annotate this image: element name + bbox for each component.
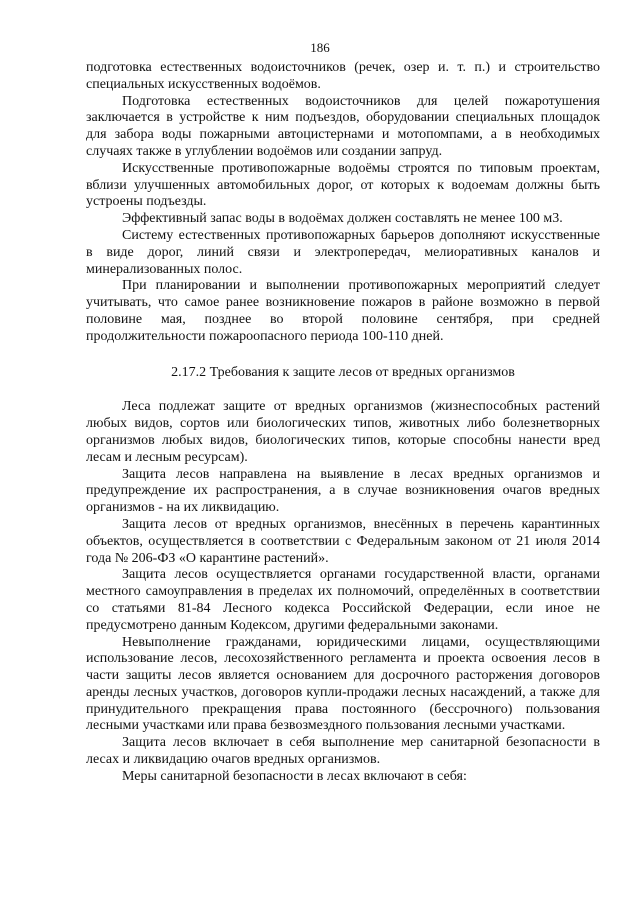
- paragraph-sanitary-measures: Меры санитарной безопасности в лесах включают в себя:: [122, 768, 467, 784]
- paragraph-protection-goals: Защита лесов направлена на выявление в лесах вредных организмов и предупреждение их распространения, а в случае возникновения очагов вредных организмов - на их ликвидацию.: [86, 466, 600, 516]
- page-body: [86, 60, 600, 786]
- page-number: 186: [310, 40, 330, 55]
- paragraph-forest-protection: Леса подлежат защите от вредных организмов (жизнеспособных растений любых видов, сортов или биологических типов, животных либо болезнетворных организмов любых видов, биологических типов, которые способны нанести вред лесам и лесным ресурсам).: [86, 399, 600, 465]
- paragraph-quarantine: Защита лесов от вредных организмов, внесённых в перечень карантинных объектов, осуществляется в соответствии с Федеральным законом от 21 июля 2014 года № 206-ФЗ «О карантине растений».: [86, 516, 600, 566]
- paragraph-sanitary-safety: Защита лесов включает в себя выполнение мер санитарной безопасности в лесах и ликвидацию очагов вредных организмов.: [86, 735, 600, 768]
- paragraph-natural-water-sources: Подготовка естественных водоисточников для целей пожаротушения заключается в устройстве к ним подъездов, оборудовании специальных площадок для забора воды пожарными автоцистернами и мотопомпами, а в необходимых случаях также в углублении водоёмов или создании запруд.: [86, 93, 600, 159]
- paragraph-continuation: подготовка естественных водоисточников (речек, озер и. т. п.) и строительство специальных искусственных водоёмов.: [86, 60, 600, 92]
- paragraph-fire-season: При планировании и выполнении противопожарных мероприятий следует учитывать, что самое ранее возникновение пожаров в районе возможно в первой половине мая, позднее во второй половине сентября, при средней продолжительности пожароопасного периода 100-110 дней.: [86, 278, 600, 344]
- paragraph-authorities: Защита лесов осуществляется органами государственной власти, органами местного самоуправления в пределах их полномочий, определённых в соответствии со статьями 81-84 Лесного кодекса Российской Федерации, если иное не предусмотрено данным Кодексом, другими федеральными законами.: [86, 567, 600, 633]
- paragraph-water-reserve: Эффективный запас воды в водоёмах должен составлять не менее 100 м3.: [122, 211, 563, 227]
- paragraph-non-compliance: Невыполнение гражданами, юридическими лицами, осуществляющими использование лесов, лесохозяйственного регламента и проекта освоения лесов в части защиты лесов является основанием для досрочного расторжения договоров аренды лесных участков, договоров купли-продажи лесных насаждений, а также для принудительного прекращения права постоянного (бессрочного) пользования лесными участками или права безвозмездного пользования лесными участками.: [86, 634, 600, 734]
- paragraph-fire-barriers: Систему естественных противопожарных барьеров дополняют искусственные в виде дорог, линий связи и электропередач, мелиоративных каналов и минерализованных полос.: [86, 227, 600, 277]
- paragraph-artificial-reservoirs: Искусственные противопожарные водоёмы строятся по типовым проектам, вблизи улучшенных автомобильных дорог, от которых к водоемам должны быть устроены подъезды.: [86, 160, 600, 210]
- section-heading: 2.17.2 Требования к защите лесов от вредных организмов: [171, 364, 515, 380]
